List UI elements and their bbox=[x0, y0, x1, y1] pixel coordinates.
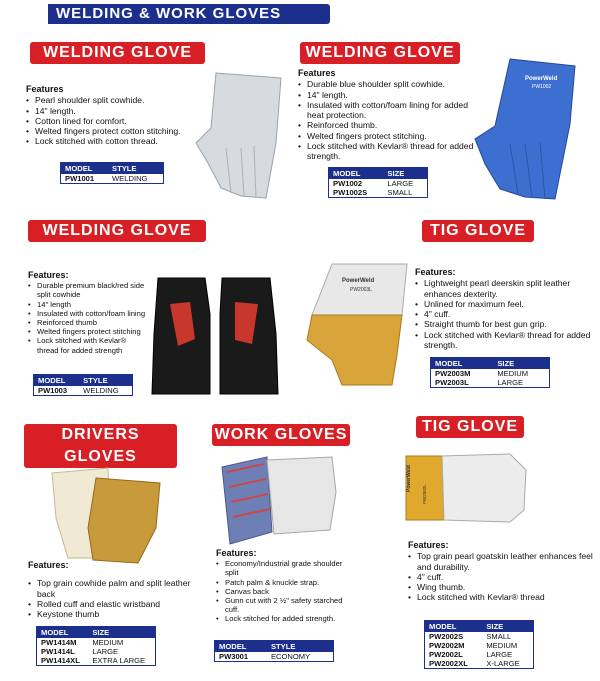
feature-item: • Lock stitched with Kevlar® thread for added strength bbox=[28, 336, 148, 354]
feature-item: • Pearl shoulder split cowhide. bbox=[26, 95, 201, 105]
features-pw1003 bbox=[28, 271, 148, 355]
feature-item: • Canvas back bbox=[216, 587, 344, 596]
product-banner-pw3001: WORK GLOVES bbox=[212, 424, 350, 446]
page-title: WELDING & WORK GLOVES bbox=[48, 4, 330, 24]
feature-item: • Wing thumb. bbox=[408, 582, 594, 592]
table-row bbox=[37, 656, 156, 666]
value-cell: WELDING bbox=[83, 386, 119, 395]
feature-item: • Economy/Industrial grade shoulder split bbox=[216, 559, 344, 577]
table-row bbox=[425, 659, 534, 669]
feature-item: • Unlined for maximum feel. bbox=[415, 299, 595, 309]
value-cell: X-LARGE bbox=[486, 659, 520, 668]
features-pw2003 bbox=[415, 267, 595, 350]
feature-item: • Reinforced thumb. bbox=[298, 120, 483, 130]
spec-table-pw1414 bbox=[36, 626, 156, 666]
col-header: STYLE bbox=[108, 163, 163, 175]
col-header: MODEL bbox=[431, 358, 494, 370]
value-cell: ECONOMY bbox=[270, 652, 311, 661]
model-cell: PW1001 bbox=[65, 174, 95, 183]
spec-table-pw2003 bbox=[430, 357, 550, 388]
glove-image-pw1002 bbox=[470, 54, 582, 204]
model-cell: PW2002S bbox=[429, 632, 464, 641]
feature-item: • 14" length bbox=[28, 300, 148, 309]
feature-item: • Rolled cuff and elastic wristband bbox=[28, 599, 208, 609]
value-cell: WELDING bbox=[112, 174, 148, 183]
features-title: Features: bbox=[28, 560, 69, 570]
features-pw1002 bbox=[298, 68, 483, 162]
table-row bbox=[431, 378, 550, 388]
feature-item: • 4" cuff. bbox=[415, 309, 595, 319]
value-cell: LARGE bbox=[92, 647, 119, 656]
feature-item: • Lock stitched with Kevlar® thread bbox=[408, 592, 594, 602]
value-cell: MEDIUM bbox=[92, 638, 124, 647]
glove-image-pw1414 bbox=[48, 458, 168, 568]
table-row bbox=[431, 369, 550, 378]
table-row bbox=[37, 638, 156, 647]
features-pw2002 bbox=[408, 540, 594, 603]
feature-item: • Durable premium black/red side split cowhide bbox=[28, 281, 148, 299]
col-header: MODEL bbox=[34, 375, 80, 387]
table-row bbox=[34, 386, 133, 396]
col-header: MODEL bbox=[61, 163, 109, 175]
feature-item: • Lock stitched with cotton thread. bbox=[26, 136, 201, 146]
glove-brand-text: PowerWeld bbox=[525, 76, 558, 82]
feature-item: • Welted fingers protect stitching bbox=[28, 327, 148, 336]
product-banner-pw1002: WELDING GLOVE bbox=[300, 42, 460, 64]
glove-model-text: PW2002L bbox=[422, 484, 427, 504]
feature-item: • Insulated with cotton/foam lining for added heat protection. bbox=[298, 100, 483, 121]
glove-model-text: PW1002 bbox=[532, 84, 552, 90]
table-row bbox=[425, 650, 534, 659]
col-header: MODEL bbox=[37, 627, 89, 639]
spec-table-pw1002 bbox=[328, 167, 428, 198]
table-row bbox=[37, 647, 156, 656]
feature-item: • Welted fingers protect stitching. bbox=[298, 131, 483, 141]
features-title: Features: bbox=[415, 267, 456, 277]
col-header: MODEL bbox=[329, 168, 384, 180]
feature-item: • Gunn cut with 2 ½" safety starched cuff. bbox=[216, 596, 344, 614]
feature-item: • Straight thumb for best gun grip. bbox=[415, 319, 595, 329]
value-cell: EXTRA LARGE bbox=[92, 656, 146, 665]
value-cell: LARGE bbox=[497, 378, 524, 387]
feature-item: • Cotton lined for comfort. bbox=[26, 116, 201, 126]
features-pw1414 bbox=[28, 560, 208, 619]
features-pw3001 bbox=[216, 549, 344, 624]
value-cell: MEDIUM bbox=[486, 641, 518, 650]
value-cell: SMALL bbox=[486, 632, 512, 641]
value-cell: SMALL bbox=[387, 188, 413, 197]
model-cell: PW1002 bbox=[333, 179, 363, 188]
table-row bbox=[425, 632, 534, 641]
value-cell: MEDIUM bbox=[497, 369, 529, 378]
glove-image-pw1003 bbox=[150, 274, 290, 398]
feature-item: • Lock stitched with Kevlar® thread for added strength. bbox=[415, 330, 595, 351]
col-header: SIZE bbox=[88, 627, 155, 639]
spec-table-pw3001 bbox=[214, 640, 334, 662]
glove-brand-text: PowerWeld bbox=[406, 465, 412, 492]
model-cell: PW1414M bbox=[41, 638, 77, 647]
glove-image-pw1001 bbox=[186, 68, 296, 208]
features-title: Features: bbox=[28, 270, 69, 280]
model-cell: PW2003M bbox=[435, 369, 471, 378]
feature-item: • Lock stitched for added strength. bbox=[216, 614, 344, 623]
feature-item: • Durable blue shoulder split cowhide. bbox=[298, 79, 483, 89]
spec-table-pw1001 bbox=[60, 162, 164, 184]
features-title: Features bbox=[26, 84, 64, 94]
col-header: SIZE bbox=[383, 168, 427, 180]
product-banner-pw1414: DRIVERS GLOVES bbox=[24, 424, 177, 468]
feature-item: • Top grain cowhide palm and split leather back bbox=[28, 578, 208, 599]
glove-image-pw2002 bbox=[400, 450, 530, 526]
feature-item: • 4" cuff. bbox=[408, 572, 594, 582]
table-row bbox=[329, 188, 428, 198]
features-title: Features bbox=[298, 68, 336, 78]
model-cell: PW1414XL bbox=[41, 656, 80, 665]
feature-item: • Keystone thumb bbox=[28, 609, 208, 619]
value-cell: LARGE bbox=[387, 179, 414, 188]
feature-item: • 14" length. bbox=[26, 106, 201, 116]
col-header: STYLE bbox=[267, 641, 334, 653]
feature-item: • Lock stitched with Kevlar® thread for added strength. bbox=[298, 141, 483, 162]
features-title: Features: bbox=[408, 540, 449, 550]
model-cell: PW2002XL bbox=[429, 659, 468, 668]
product-banner-pw1001: WELDING GLOVE bbox=[30, 42, 205, 64]
feature-item: • Reinforced thumb bbox=[28, 318, 148, 327]
model-cell: PW1414L bbox=[41, 647, 75, 656]
model-cell: PW1003 bbox=[38, 386, 68, 395]
table-row bbox=[215, 652, 334, 662]
product-banner-pw2002: TIG GLOVE bbox=[416, 416, 524, 438]
feature-item: • 14" length. bbox=[298, 90, 483, 100]
table-row bbox=[329, 179, 428, 188]
glove-brand-text: PowerWeld bbox=[342, 278, 375, 284]
feature-item: • Top grain pearl goatskin leather enhances feel and durability. bbox=[408, 551, 594, 572]
product-banner-pw2003: TIG GLOVE bbox=[422, 220, 534, 242]
model-cell: PW2002M bbox=[429, 641, 465, 650]
value-cell: LARGE bbox=[486, 650, 513, 659]
product-banner-pw1003: WELDING GLOVE bbox=[28, 220, 206, 242]
features-title: Features: bbox=[216, 548, 257, 558]
feature-item: • Lightweight pearl deerskin split leather enhances dexterity. bbox=[415, 278, 595, 299]
glove-image-pw2003 bbox=[302, 260, 412, 390]
col-header: SIZE bbox=[493, 358, 549, 370]
glove-model-text: PW2003L bbox=[350, 287, 372, 293]
features-pw1001 bbox=[26, 84, 201, 147]
col-header: STYLE bbox=[79, 375, 132, 387]
feature-item: • Patch palm & knuckle strap. bbox=[216, 578, 344, 587]
feature-item: • Insulated with cotton/foam lining bbox=[28, 309, 148, 318]
model-cell: PW3001 bbox=[219, 652, 249, 661]
model-cell: PW2003L bbox=[435, 378, 469, 387]
spec-table-pw1003 bbox=[33, 374, 133, 396]
table-row bbox=[425, 641, 534, 650]
glove-image-pw3001 bbox=[212, 452, 342, 552]
feature-item: • Welted fingers protect cotton stitching. bbox=[26, 126, 201, 136]
col-header: MODEL bbox=[425, 621, 483, 633]
col-header: SIZE bbox=[482, 621, 533, 633]
col-header: MODEL bbox=[215, 641, 267, 653]
spec-table-pw2002 bbox=[424, 620, 534, 669]
table-row bbox=[61, 174, 164, 184]
model-cell: PW1002S bbox=[333, 188, 368, 197]
model-cell: PW2002L bbox=[429, 650, 463, 659]
